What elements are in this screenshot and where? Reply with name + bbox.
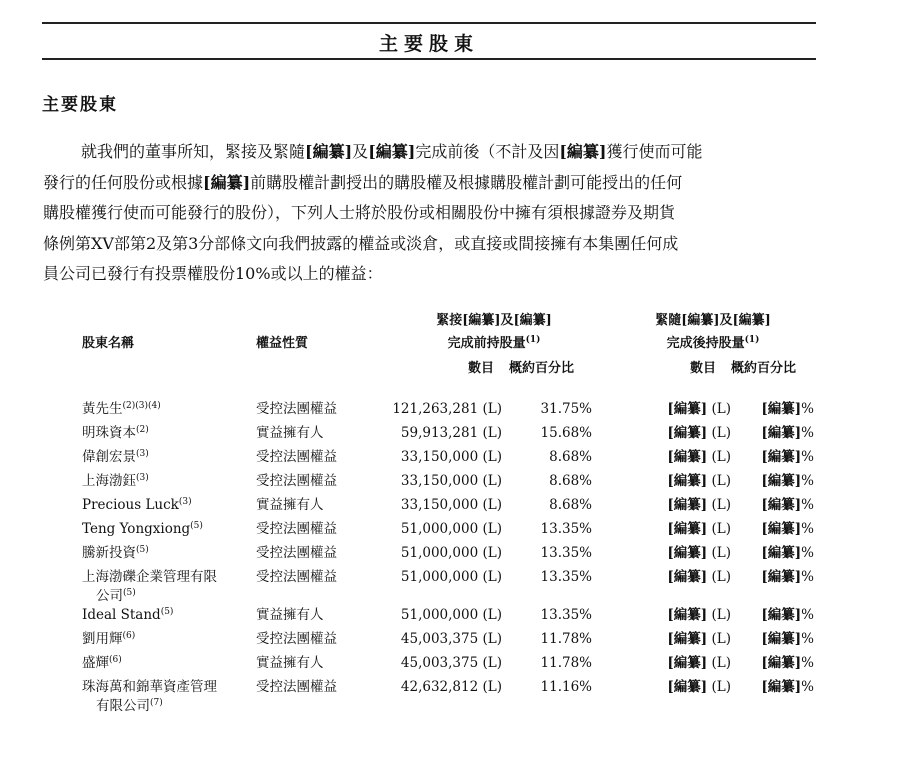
shareholder-name-cell [82,606,256,630]
after-percentage: [編纂]% [761,569,814,585]
header-before-line2-wrap [400,332,588,355]
footnote-ref: (6) [122,631,136,641]
redacted-marker: [編纂] [761,631,802,647]
before-percentage: 11.16% [540,679,592,695]
header-before-percentage: 概約百分比 [509,361,575,376]
shareholders-table-body [82,400,814,716]
before-percentage: 11.78% [540,655,592,671]
after-number: [編纂] (L) [667,655,731,671]
table-row [82,630,814,654]
paragraph-line [43,168,816,199]
after-percentage: [編纂]% [761,449,814,465]
table-row [82,520,814,544]
paragraph-text: 條例第XV部第2及第3分部條文向我們披露的權益或淡倉，或直接或間接擁有本集團任何成 [43,233,679,253]
redacted-marker: [編纂] [761,655,802,671]
redacted-marker: [編纂] [667,655,708,671]
redacted-marker: [編纂] [667,521,708,537]
table-row [82,424,814,448]
nature-of-interest: 實益擁有人 [256,655,324,671]
footnote-ref: (5) [190,521,203,531]
redacted-marker: [編纂] [667,631,708,647]
paragraph-text: 獲行使而可能 [606,142,703,161]
footnote-ref: (2) [136,425,149,435]
page-title: 主要股東 [378,33,479,55]
footnote-ref: (5) [136,545,149,555]
before-percentage: 8.68% [549,449,592,465]
redacted-marker: [編纂] [667,545,708,561]
shareholder-name: Ideal Stand [82,607,161,623]
redacted-marker: [編纂] [667,607,708,623]
nature-of-interest: 受控法團權益 [256,521,337,537]
shareholder-name: 黃先生 [82,401,123,417]
before-percentage: 11.78% [540,631,592,647]
shareholder-name-continued-wrap [82,587,256,606]
header-after-line2: 完成後持股量 [666,336,745,351]
header-nature-of-interest: 權益性質 [256,336,309,351]
paragraph-text: 就我們的董事所知，緊接及緊隨 [81,142,306,161]
header-shareholder-name: 股東名稱 [82,336,135,351]
header-after-group [620,309,806,355]
shareholder-name-cell [82,678,256,716]
nature-of-interest: 受控法團權益 [256,401,337,417]
nature-of-interest: 實益擁有人 [256,425,324,441]
table-row [82,472,814,496]
redacted-marker: [編纂] [667,425,708,441]
after-percentage: [編纂]% [761,425,814,441]
table-row [82,606,814,630]
redacted-marker: [編纂] [667,497,708,513]
header-before-group [400,309,588,355]
before-number: 51,000,000 (L) [400,607,502,623]
header-before-line1: 緊接[編纂]及[編纂] [436,313,552,328]
shareholder-name: 盛輝 [82,655,109,671]
title-bottom-rule [42,58,816,60]
shareholder-name-cell [82,472,256,496]
before-number: 59,913,281 (L) [400,425,502,441]
footnote-ref: (7) [150,698,163,708]
footnote-ref: (5) [123,588,136,598]
nature-of-interest: 受控法團權益 [256,449,337,465]
redacted-marker: [編纂] [761,679,802,695]
table-row [82,496,814,520]
paragraph-text: 前購股權計劃授出的購股權及根據購股權計劃可能授出的任何 [250,172,683,192]
header-after-note: (1) [744,335,760,345]
shareholder-name: 上海渤礫企業管理有限 [82,569,217,585]
before-percentage: 8.68% [549,473,592,489]
header-after-line2-wrap [620,332,806,355]
intro-paragraph [43,137,816,290]
before-percentage: 13.35% [540,521,592,537]
redacted-marker: [編纂] [761,497,802,513]
before-number: 45,003,375 (L) [400,631,502,647]
shareholder-name-cell [82,630,256,654]
redacted-marker: [編纂] [761,569,802,585]
paragraph-text: 購股權獲行使而可能發行的股份），下列人士將於股份或相關股份中擁有須根據證券及期貨 [43,203,676,222]
section-title: 主要股東 [42,95,118,115]
redacted-marker: [編纂] [667,401,708,417]
redacted-marker: [編纂] [761,545,802,561]
shareholder-name: 上海渤鈺 [82,473,136,489]
shareholder-name-cell [82,544,256,568]
footnote-ref: (3) [136,473,149,483]
before-number: 51,000,000 (L) [400,569,502,585]
paragraph-line [43,229,816,260]
nature-of-interest: 受控法團權益 [256,545,337,561]
after-percentage: [編纂]% [761,497,814,513]
before-number: 33,150,000 (L) [400,497,502,513]
footnote-ref: (2)(3)(4) [122,401,161,411]
after-percentage: [編纂]% [761,631,814,647]
before-percentage: 8.68% [549,497,592,513]
table-row [82,544,814,568]
shareholders-table [82,400,814,716]
shareholder-name-cell [82,520,256,544]
after-percentage: [編纂]% [761,655,814,671]
nature-of-interest: 受控法團權益 [256,569,337,585]
footnote-ref: (3) [136,449,149,459]
header-before-note: (1) [525,335,541,345]
shareholder-name: 騰新投資 [82,545,136,561]
before-number: 51,000,000 (L) [400,545,502,561]
shareholder-name: 珠海萬和錦華資產管理 [82,679,217,695]
after-number: [編纂] (L) [667,631,731,647]
table-row [82,400,814,424]
shareholder-name: Teng Yongxiong [82,521,191,537]
shareholder-name-cell [82,568,256,606]
table-row [82,448,814,472]
redacted-marker: [編纂] [761,425,802,441]
after-percentage: [編纂]% [761,401,814,417]
redacted-marker: [編纂] [203,172,251,192]
after-number: [編纂] (L) [667,521,731,537]
paragraph-line [43,198,816,229]
paragraph-text: 及 [352,142,369,161]
header-after-line1: 緊隨[編纂]及[編纂] [655,313,771,328]
shareholder-name: 偉創宏景 [82,449,136,465]
table-row [82,568,814,606]
after-percentage: [編纂]% [761,607,814,623]
redacted-marker: [編纂] [667,679,708,695]
redacted-marker: [編纂] [761,401,802,417]
after-number: [編纂] (L) [667,607,731,623]
paragraph-text: 員公司已發行有投票權股份10%或以上的權益： [43,264,383,283]
redacted-marker: [編纂] [761,521,802,537]
before-number: 42,632,812 (L) [400,679,502,695]
after-number: [編纂] (L) [667,449,731,465]
header-before-line2: 完成前持股量 [447,336,526,351]
header-before-number: 數目 [468,361,495,376]
redacted-marker: [編纂] [667,569,708,585]
shareholder-name-continued: 公司 [96,588,123,604]
header-after-percentage: 概約百分比 [731,361,797,376]
shareholder-name-continued: 有限公司 [96,698,150,714]
before-percentage: 13.35% [540,545,592,561]
before-percentage: 13.35% [540,569,592,585]
after-number: [編纂] (L) [667,425,731,441]
shareholder-name-cell [82,400,256,424]
paragraph-text: 發行的任何股份或根據 [43,172,204,192]
nature-of-interest: 受控法團權益 [256,679,337,695]
paragraph-line [43,137,816,168]
redacted-marker: [編纂] [667,473,708,489]
before-number: 51,000,000 (L) [400,521,502,537]
shareholder-name: 劉用輝 [82,631,123,647]
redacted-marker: [編纂] [368,142,416,161]
redacted-marker: [編纂] [667,449,708,465]
before-number: 33,150,000 (L) [400,473,502,489]
before-number: 121,263,281 (L) [392,401,502,417]
redacted-marker: [編纂] [761,607,802,623]
nature-of-interest: 受控法團權益 [256,473,337,489]
paragraph-line [43,259,816,290]
shareholder-name: 明珠資本 [82,425,136,441]
before-number: 45,003,375 (L) [400,655,502,671]
after-number: [編纂] (L) [667,569,731,585]
after-number: [編纂] (L) [667,679,731,695]
shareholder-name-cell [82,448,256,472]
footnote-ref: (6) [109,655,122,665]
shareholder-name-cell [82,424,256,448]
shareholder-name: Precious Luck [82,497,179,513]
nature-of-interest: 實益擁有人 [256,497,324,513]
redacted-marker: [編纂] [305,142,353,161]
after-number: [編纂] (L) [667,473,731,489]
after-percentage: [編纂]% [761,473,814,489]
after-percentage: [編纂]% [761,521,814,537]
after-number: [編纂] (L) [667,545,731,561]
before-percentage: 13.35% [540,607,592,623]
redacted-marker: [編纂] [559,142,607,161]
header-after-number: 數目 [690,361,717,376]
after-percentage: [編纂]% [761,679,814,695]
paragraph-text: 完成前後（不計及因 [415,142,560,161]
shareholder-name-cell [82,496,256,520]
table-row [82,654,814,678]
nature-of-interest: 實益擁有人 [256,607,324,623]
before-percentage: 15.68% [540,425,592,441]
footnote-ref: (3) [178,497,192,507]
nature-of-interest: 受控法團權益 [256,631,337,647]
after-percentage: [編纂]% [761,545,814,561]
before-number: 33,150,000 (L) [400,449,502,465]
footnote-ref: (5) [160,607,174,617]
redacted-marker: [編纂] [761,449,802,465]
shareholder-name-continued-wrap [82,697,256,716]
shareholder-name-cell [82,654,256,678]
before-percentage: 31.75% [540,401,592,417]
redacted-marker: [編纂] [761,473,802,489]
after-number: [編纂] (L) [667,497,731,513]
table-row [82,678,814,716]
after-number: [編纂] (L) [667,401,731,417]
title-top-rule [42,22,816,24]
